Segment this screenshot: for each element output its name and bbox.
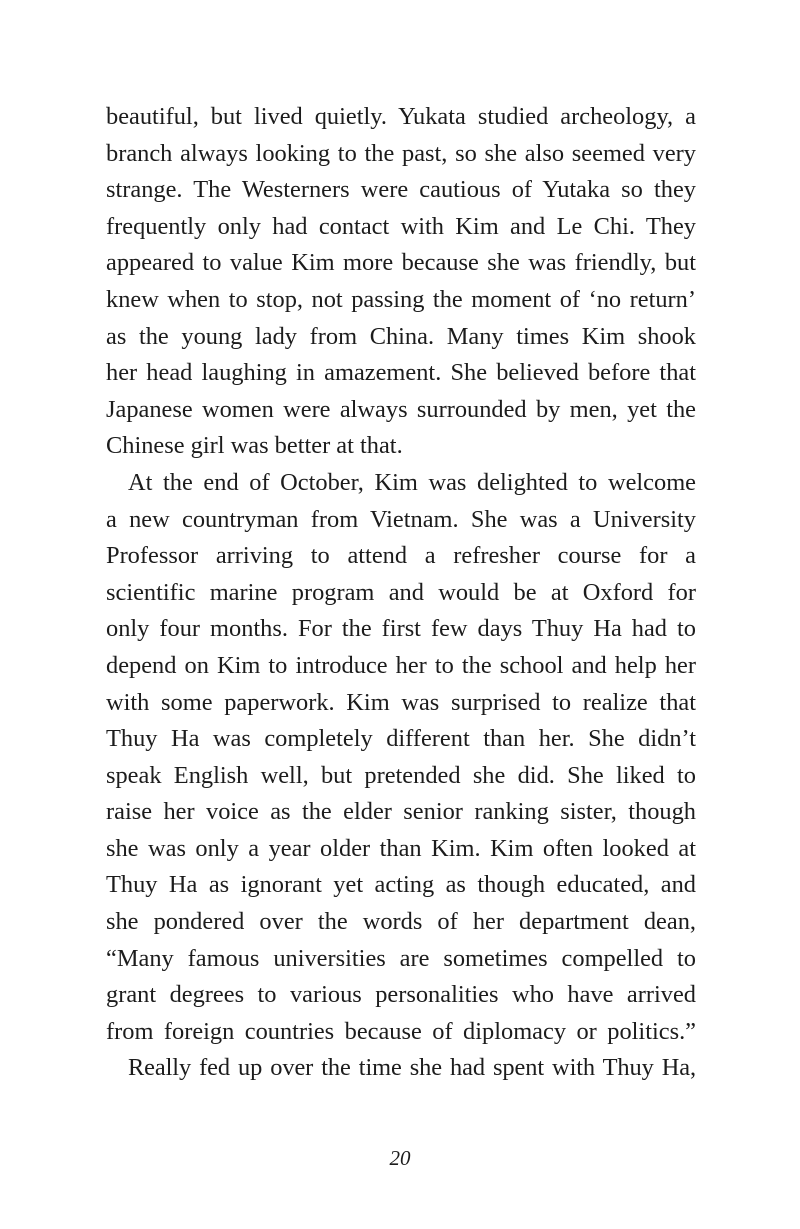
text-line-14: scientific marine program and would be at Oxford for (106, 578, 696, 606)
text-line-8: her head laughing in amazement. She believed before that (106, 359, 696, 387)
text-line-27: Really fed up over the time she had spent with Thuy Ha, (128, 1054, 696, 1082)
text-line-17: with some paperwork. Kim was surprised to realize that (106, 688, 696, 716)
text-line-1: beautiful, but lived quietly. Yukata studied archeology, a (106, 103, 696, 130)
page-number: 20 (389, 1146, 411, 1170)
text-line-23: she pondered over the words of her department dean, (106, 908, 696, 936)
text-line-7: as the young lady from China. Many times Kim shook (106, 322, 696, 350)
text-line-21: she was only a year older than Kim. Kim often looked at (106, 834, 696, 862)
text-line-3: strange. The Westerners were cautious of Yutaka so they (106, 176, 696, 204)
text-line-10: Chinese girl was better at that. (106, 432, 403, 460)
text-line-20: raise her voice as the elder senior ranking sister, though (106, 798, 696, 826)
body-text (106, 99, 696, 1087)
text-line-26: from foreign countries because of diplomacy or politics.” (106, 1017, 696, 1045)
text-line-6: knew when to stop, not passing the moment of ‘no return’ (106, 285, 696, 313)
text-line-13: Professor arriving to attend a refresher course for a (106, 542, 696, 570)
text-line-25: grant degrees to various personalities who have arrived (106, 981, 696, 1009)
text-line-2: branch always looking to the past, so she also seemed very (106, 139, 696, 167)
text-line-19: speak English well, but pretended she did. She liked to (106, 761, 696, 789)
text-line-18: Thuy Ha was completely different than her. She didn’t (106, 725, 696, 753)
text-line-12: a new countryman from Vietnam. She was a University (106, 505, 696, 533)
text-line-5: appeared to value Kim more because she was friendly, but (106, 249, 696, 277)
text-line-16: depend on Kim to introduce her to the school and help her (106, 651, 696, 679)
text-line-11: At the end of October, Kim was delighted to welcome (128, 468, 696, 496)
text-line-9: Japanese women were always surrounded by men, yet the (106, 395, 696, 423)
text-line-22: Thuy Ha as ignorant yet acting as though educated, and (106, 871, 696, 899)
text-line-4: frequently only had contact with Kim and Le Chi. They (106, 212, 696, 240)
text-line-15: only four months. For the first few days Thuy Ha had to (106, 615, 696, 643)
text-line-24: “Many famous universities are sometimes compelled to (106, 944, 696, 972)
